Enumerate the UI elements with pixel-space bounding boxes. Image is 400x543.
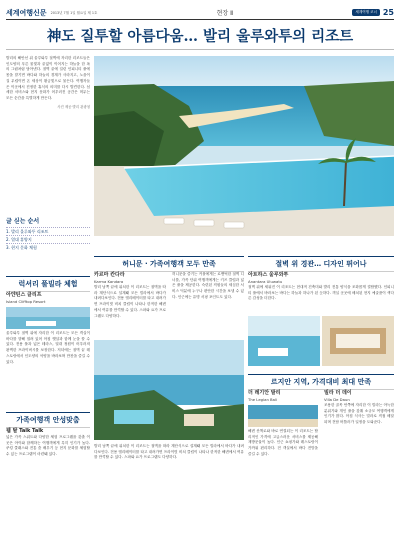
body-text: 발리 남쪽 끝에 위치한 이 리조트는 절벽을 따라 계단식으로 설계돼 모든 빌라에서 바다가 내려다보인다. 전용 엘리베이터를 타고 내려가면 프라이빗 비치 클럽이 나타나 한적한 해변에서 여유를 만끽할 수 있다. 스파와 요가 프로그램도 다양하다. [94,285,166,318]
section-head-right-mid: 르지안 지역, 가격대비 최대 만족 [248,374,394,390]
middle-article-col1 [94,272,166,319]
body-text: 허니문을 즐기는 커플에게는 로맨틱한 절벽 디너를, 가족 단위 여행객에게는 키즈 클럽과 넓은 풀을 제공한다. 숙련된 직원들의 세심한 서비스 덕분에 누구나 편안한 시간을 보낼 수 있다. 인근에는 유명 서핑 포인트도 있다. [172,272,244,299]
toc-item[interactable]: 2. 열대 휴양지 [6,235,90,243]
section-head-middle: 허니문 · 가족여행객 모두 만족 [94,256,244,272]
photo-thumb [6,307,90,329]
lead-article [6,56,90,109]
body-text: 절벽 위에 세워진 이 리조트는 현대적 건축미와 발리 전통 양식을 조화롭게 결합했다. 인피니티 풀에서 바라보는 바다는 하늘과 하나가 된 듯하다. 객실 곳곳에 배치된 현지 예술품이 색다른 감성을 더한다. [248,285,394,301]
lead-body: 발리의 해안선 위 울루와투 절벽에 자리한 리조트들은 인도양의 푸른 물빛과 끝없이 이어지는 하늘을 한 폭의 그림처럼 담아낸다. 절벽 끝에 걸린 인피니티 풀에 몸을 맡기면 바다와 하늘의 경계가 사라지고, 노을이 질 무렵이면 온 세상이 황금빛으로 물든다. 여행자들은 이곳에서 진정한 휴식의 의미를 다시 발견한다. 섬세한 서비스와 현지 문화가 어우러진 공간은 머무는 모든 순간을 특별하게 만든다. [6,56,90,100]
section-head-left-bottom: 가족여행객 안성맞춤 [6,412,90,428]
section-head-left-top: 럭셔리 풀빌라 체험 [6,276,90,292]
middle-article-col2 [172,272,244,301]
photo-icon [322,316,394,366]
body-text: 해변 산책로와 바로 연결되는 이 리조트는 합리적인 가격에 고급스러운 서비스를 제공해 재방문율이 높다. 인근 쇼핑가와 레스토랑이 가까워 편리하다. 전 객실에서 바다 전망을 즐길 수 있다. [248,429,318,456]
issue-date: 2013년 7월 1일 월요일 제 1호 [50,11,98,15]
subhead-en: Island Clifftop Resort [6,299,46,304]
left-top-article [6,292,90,365]
photo-icon [248,316,320,366]
photo-thumb [248,405,318,427]
right-mid-col2 [324,390,394,426]
subhead-en: The Legian Bali [248,397,278,402]
section-badge: 세계여행 코너 [352,9,379,16]
paper-name: 세계여행신문 [6,7,47,17]
photo-icon [248,405,318,427]
photo-icon [6,307,90,329]
section-label: 현장 Ⅱ [216,10,234,17]
body-text: 울루와투 절벽 위에 자리한 이 리조트는 모든 객실이 바다를 향해 열려 있어 아침 햇살과 함께 눈을 뜰 수 있다. 전용 풀과 넓은 테라스, 열대 정원이 어우러져 완벽한 프라이버시를 보장한다. 저녁에는 절벽 끝 레스토랑에서 인도양의 석양을 바라보며 만찬을 즐길 수 있다. [6,331,90,364]
right-mid-col1 [248,390,318,458]
right-article [248,272,394,302]
masthead [6,6,394,20]
photo-icon [94,56,394,236]
hero-photo [94,56,394,236]
page-number: 25 [382,8,394,17]
toc-title: 글 싣는 순서 [6,218,40,225]
middle-article-col3 [94,444,244,461]
left-bottom-article [6,428,90,458]
subhead: 더 레기안 발리 [248,390,281,396]
photo-icon [94,340,244,440]
body-text: 발리 남쪽 끝에 위치한 이 리조트는 절벽을 따라 계단식으로 설계돼 모든 빌라에서 바다가 내려다보인다. 전용 엘리베이터를 타고 내려가면 프라이빗 비치 클럽이 나타나 한적한 해변에서 여유를 만끽할 수 있다. 스파와 요가 프로그램도 다양하다. [94,444,244,460]
body-text: 넓은 가족 스위트와 다양한 체험 프로그램을 갖춘 이곳은 아이와 함께하는 여행객에게 특히 인기가 높다. 쿠킹 클래스와 전통 춤 배우기 등 현지 문화를 체험할 수 있는 프로그램이 마련돼 있다. [6,435,90,457]
subhead-en: Karma Kandara [94,279,124,284]
lead-caption: 사진 제공·발리 관광청 [57,104,90,109]
subhead: 아얀틴스 클리프 [6,292,42,298]
toc-item[interactable]: 1. 발리 울루와투 리조트 [6,227,90,235]
subhead-en: Villa De Daun [324,397,350,402]
subhead-en: Anantara Uluwatu [248,279,283,284]
series-toc [6,216,90,251]
subhead: 아트하스 울루와투 [248,272,289,278]
toc-item[interactable]: 3. 현지 문화 체험 [6,243,90,251]
body-text: 조용한 골목 안쪽에 자리한 이 빌라는 아늑한 분위기와 개인 풀을 갖춰 소규모 여행객에게 인기가 많다. 아침 식사는 빌라로 직접 배달되며 전담 버틀러가 일정을 도와준다. [324,403,394,425]
middle-photo [94,340,244,440]
section-head-right: 절벽 위 경관… 디자인 뛰어나 [248,256,394,272]
subhead: 빌라 더 데이 [324,390,352,396]
subhead: 카르마 칸다라 [94,272,125,278]
page-headline: 神도 질투할 아름다움… 발리 울루와투의 리조트 [6,24,394,50]
right-photo-a [248,316,320,366]
right-photo-b [322,316,394,366]
subhead: 웹 탈 Talk Talk [6,428,44,434]
